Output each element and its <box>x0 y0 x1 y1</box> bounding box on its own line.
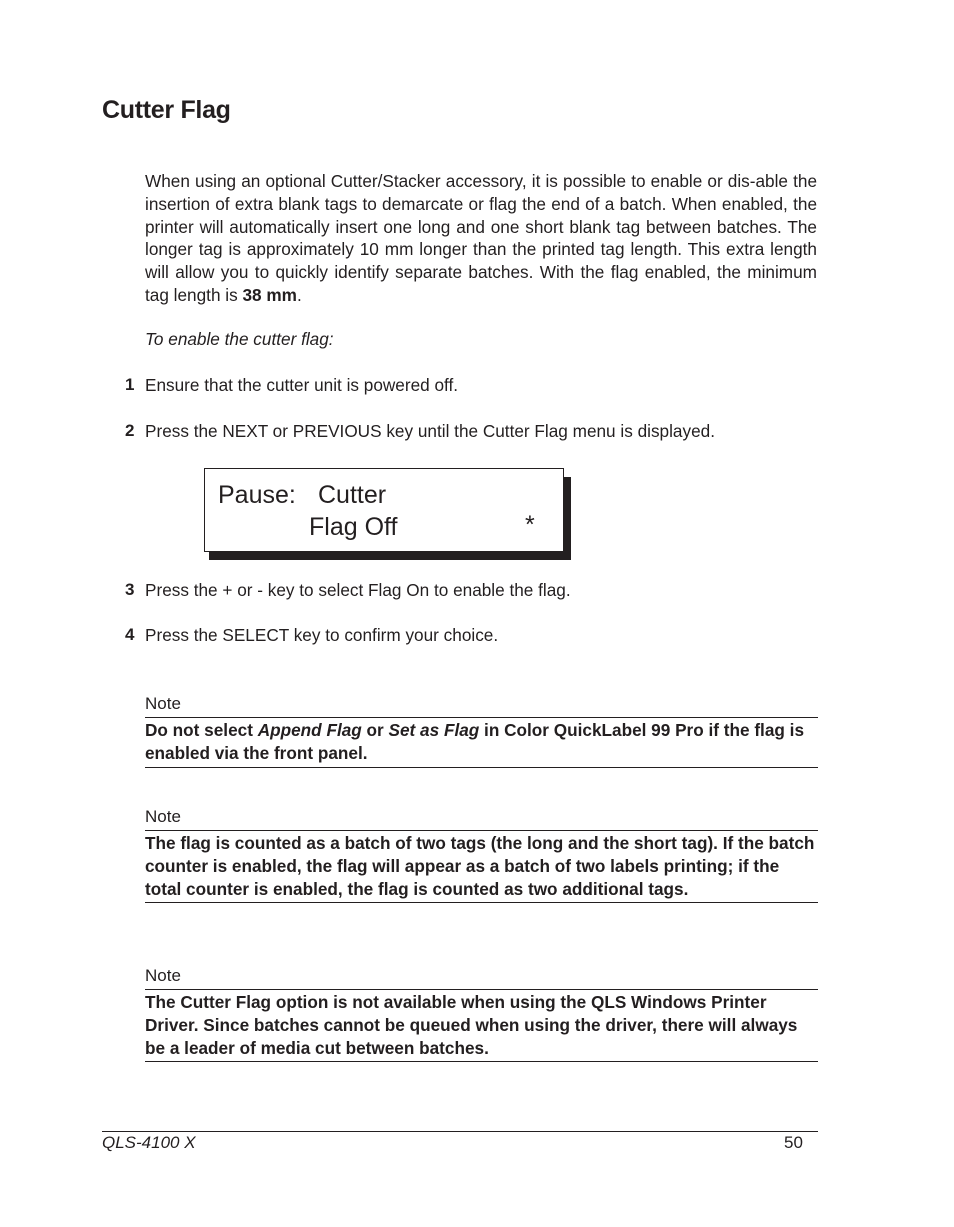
note-label: Note <box>145 966 181 985</box>
note-box <box>145 989 818 1062</box>
step-text: Press the SELECT key to confirm your choice. <box>145 625 499 645</box>
display-line1-value: Cutter <box>318 481 387 509</box>
note-label: Note <box>145 807 181 826</box>
min-tag-length: 38 mm <box>242 284 297 305</box>
intro-text: When using an optional Cutter/Stacker accessory, it is possible to enable or dis-able the insertion of extra blank tags to demarcate or flag the end of a batch. When enabled, the printer will automatically insert one long and one short blank tag between batches. The longer tag is approximately 10 mm longer than the printed tag length. This extra length will allow you to quickly identify separate batches. With the flag enabled, the minimum tag length is <box>145 171 817 305</box>
note-text: The flag is counted as a batch of two tags (the long and the short tag). If the batch counter is enabled, the flag will appear as a batch of two labels printing; if the total counter is enabled, the flag is counted as two additional tags. <box>145 833 815 899</box>
note-emphasis: Set as Flag <box>388 720 480 740</box>
step-number: 3 <box>125 580 135 599</box>
display-line2-value: Flag Off <box>309 513 398 541</box>
step-text: Press the NEXT or PREVIOUS key until the Cutter Flag menu is displayed. <box>145 421 715 441</box>
step-text: Ensure that the cutter unit is powered off. <box>145 375 459 395</box>
procedure-heading: To enable the cutter flag: <box>145 329 334 349</box>
step-number: 1 <box>125 375 135 394</box>
footer-rule <box>102 1131 818 1132</box>
intro-paragraph <box>145 170 817 307</box>
step-text: Press the + or - key to select Flag On to enable the flag. <box>145 580 571 600</box>
step-number: 4 <box>125 625 135 644</box>
step-number: 2 <box>125 421 135 440</box>
page-number: 50 <box>784 1133 803 1152</box>
note-text: The Cutter Flag option is not available when using the QLS Windows Printer Driver. Since batches cannot be queued when using the driver, there will always be a leader of media cut between batches. <box>145 992 798 1058</box>
page-title: Cutter Flag <box>102 96 231 124</box>
note-box <box>145 830 818 903</box>
note-text: in Color QuickLabel 99 Pro if the flag is enabled via the front panel. <box>145 720 804 763</box>
display-marker: * <box>525 511 535 539</box>
note-box <box>145 717 818 768</box>
footer-model: QLS-4100 X <box>102 1133 196 1152</box>
note-emphasis: Append Flag <box>257 720 362 740</box>
note-label: Note <box>145 694 181 713</box>
intro-text-end: . <box>296 284 302 305</box>
lcd-display <box>204 468 564 552</box>
display-line1-label: Pause: <box>218 481 296 509</box>
note-text: or <box>361 720 389 740</box>
note-text: Do not select <box>145 720 258 740</box>
